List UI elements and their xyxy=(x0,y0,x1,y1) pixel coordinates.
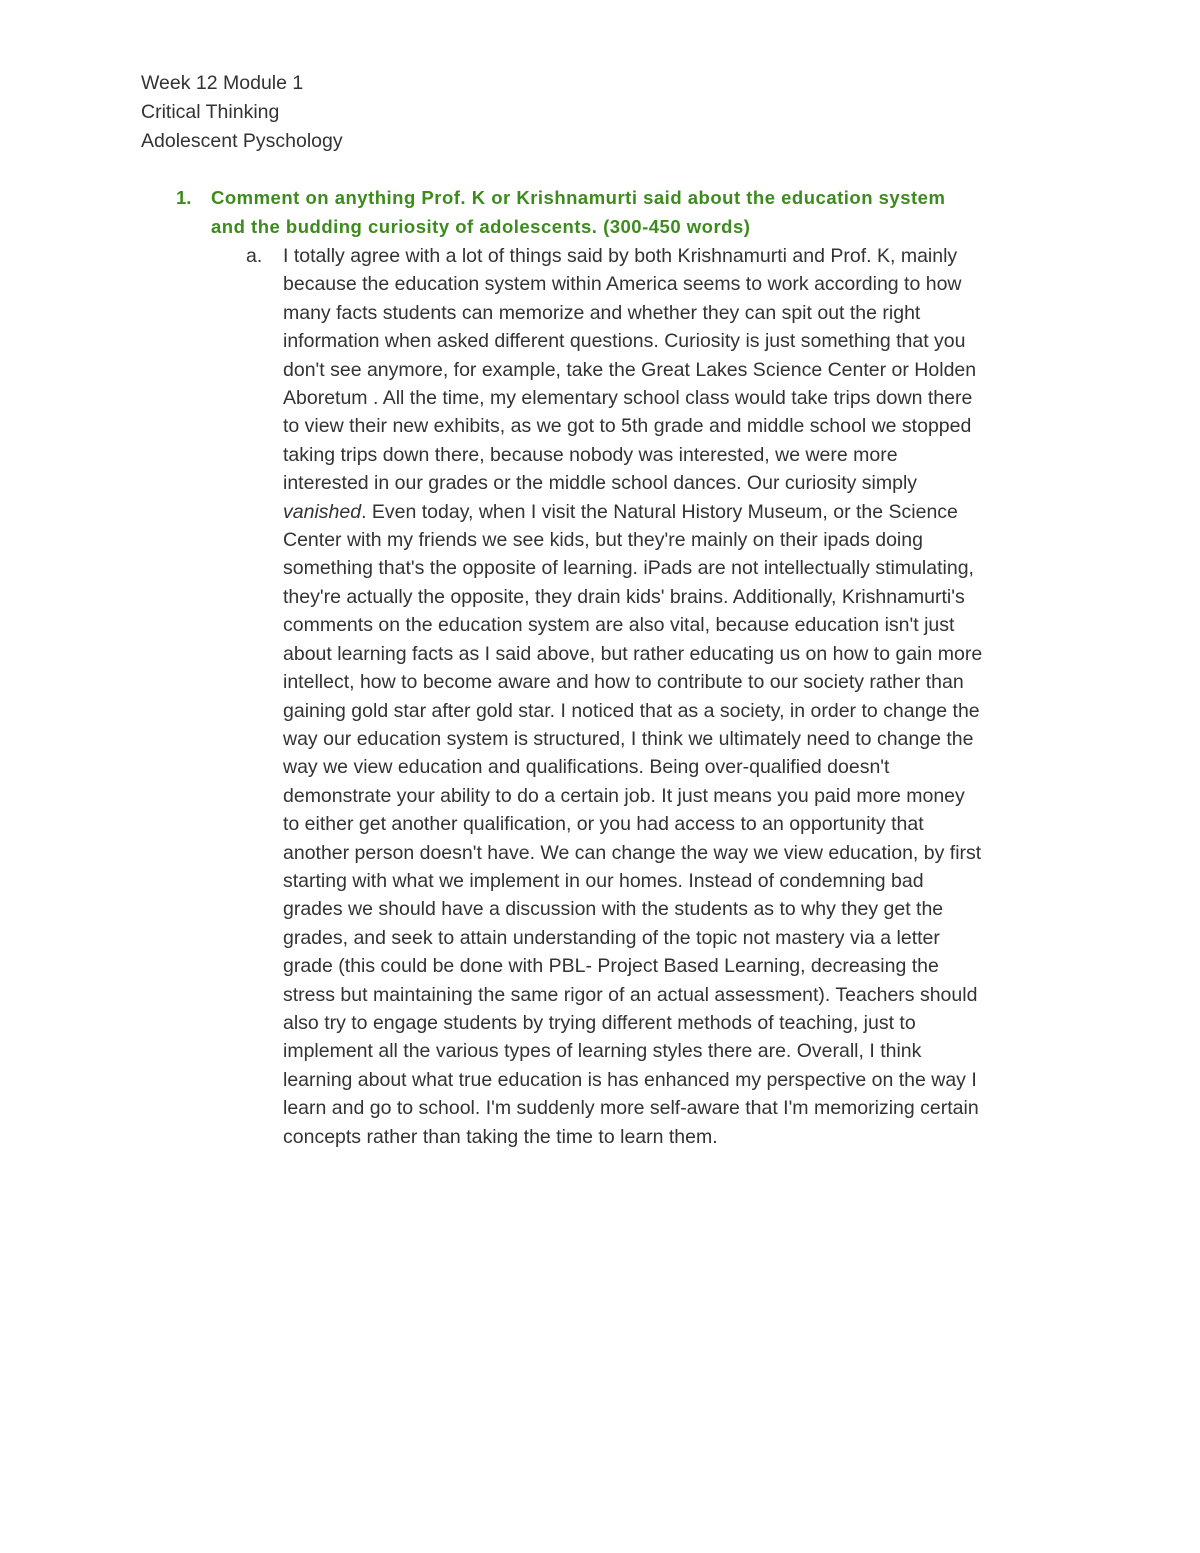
emphasized-word: vanished xyxy=(283,500,362,523)
answer-line: many facts students can memorize and whether they can spit out the right xyxy=(283,301,921,324)
answer-line: stress but maintaining the same rigor of an actual assessment). Teachers should xyxy=(283,983,978,1006)
question-number: 1. xyxy=(176,187,192,208)
answer-line: gaining gold star after gold star. I noticed that as a society, in order to change the xyxy=(283,699,980,722)
answer-line: I totally agree with a lot of things said by both Krishnamurti and Prof. K, mainly xyxy=(283,245,958,267)
answer-line: also try to engage students by trying different methods of teaching, just to xyxy=(283,1011,916,1034)
answer-line: about learning facts as I said above, but rather educating us on how to gain more xyxy=(283,642,983,665)
answer-marker: a. xyxy=(246,245,263,267)
document-header xyxy=(141,69,841,155)
answer-line: Center with my friends we see kids, but they're mainly on their ipads doing xyxy=(283,529,923,552)
answer-line-mixed xyxy=(283,498,1083,526)
answer-line: they're actually the opposite, they drain kids' brains. Additionally, Krishnamurti's xyxy=(283,585,965,608)
answer-line: comments on the education system are also vital, because education isn't just xyxy=(283,614,955,637)
answer-line: demonstrate your ability to do a certain job. It just means you paid more money xyxy=(283,784,965,807)
answer-line-rest: . Even today, when I visit the Natural History Museum, or the Science xyxy=(361,500,958,523)
question-prompt xyxy=(211,184,1061,241)
answer-line: Aboretum . All the time, my elementary school class would take trips down there xyxy=(283,387,973,410)
answer-line: grades, and seek to attain understanding of the topic not mastery via a letter xyxy=(283,926,940,949)
course-name: Adolescent Pyschology xyxy=(141,129,343,152)
answer-line: learn and go to school. I'm suddenly more self-aware that I'm memorizing certain xyxy=(283,1097,979,1120)
answer-line: something that's the opposite of learning. iPads are not intellectually stimulating, xyxy=(283,557,974,580)
answer-line: concepts rather than taking the time to learn them. xyxy=(283,1125,718,1148)
answer-line: way we view education and qualifications. Being over-qualified doesn't xyxy=(283,756,890,779)
answer-line: to either get another qualification, or you had access to an opportunity that xyxy=(283,813,924,836)
answer-line: way our education system is structured, I think we ultimately need to change the xyxy=(283,727,974,750)
assignment-type: Critical Thinking xyxy=(141,100,280,123)
answer-line: grades we should have a discussion with the students as to why they get the xyxy=(283,898,944,921)
answer-line: information when asked different questions. Curiosity is just something that you xyxy=(283,330,966,353)
answer-line: because the education system within America seems to work according to how xyxy=(283,273,962,296)
answer-line: another person doesn't have. We can change the way we view education, by first xyxy=(283,841,982,864)
question-line: and the budding curiosity of adolescents. (300-450 words) xyxy=(211,215,751,237)
answer-line: learning about what true education is has enhanced my perspective on the way I xyxy=(283,1068,977,1091)
answer-line: starting with what we implement in our homes. Instead of condemning bad xyxy=(283,869,924,892)
answer-body xyxy=(283,242,1083,1151)
module-title: Week 12 Module 1 xyxy=(141,72,304,94)
answer-line: interested in our grades or the middle school dances. Our curiosity simply xyxy=(283,472,918,495)
answer-line: to view their new exhibits, as we got to 5th grade and middle school we stopped xyxy=(283,415,972,438)
answer-line: intellect, how to become aware and how to contribute to our society rather than xyxy=(283,671,964,694)
answer-line: grade (this could be done with PBL- Project Based Learning, decreasing the xyxy=(283,955,939,978)
question-line: Comment on anything Prof. K or Krishnamurti said about the education system xyxy=(211,187,946,208)
answer-line: taking trips down there, because nobody was interested, we were more xyxy=(283,443,898,466)
answer-line: implement all the various types of learning styles there are. Overall, I think xyxy=(283,1040,922,1063)
answer-line: don't see anymore, for example, take the Great Lakes Science Center or Holden xyxy=(283,358,977,381)
